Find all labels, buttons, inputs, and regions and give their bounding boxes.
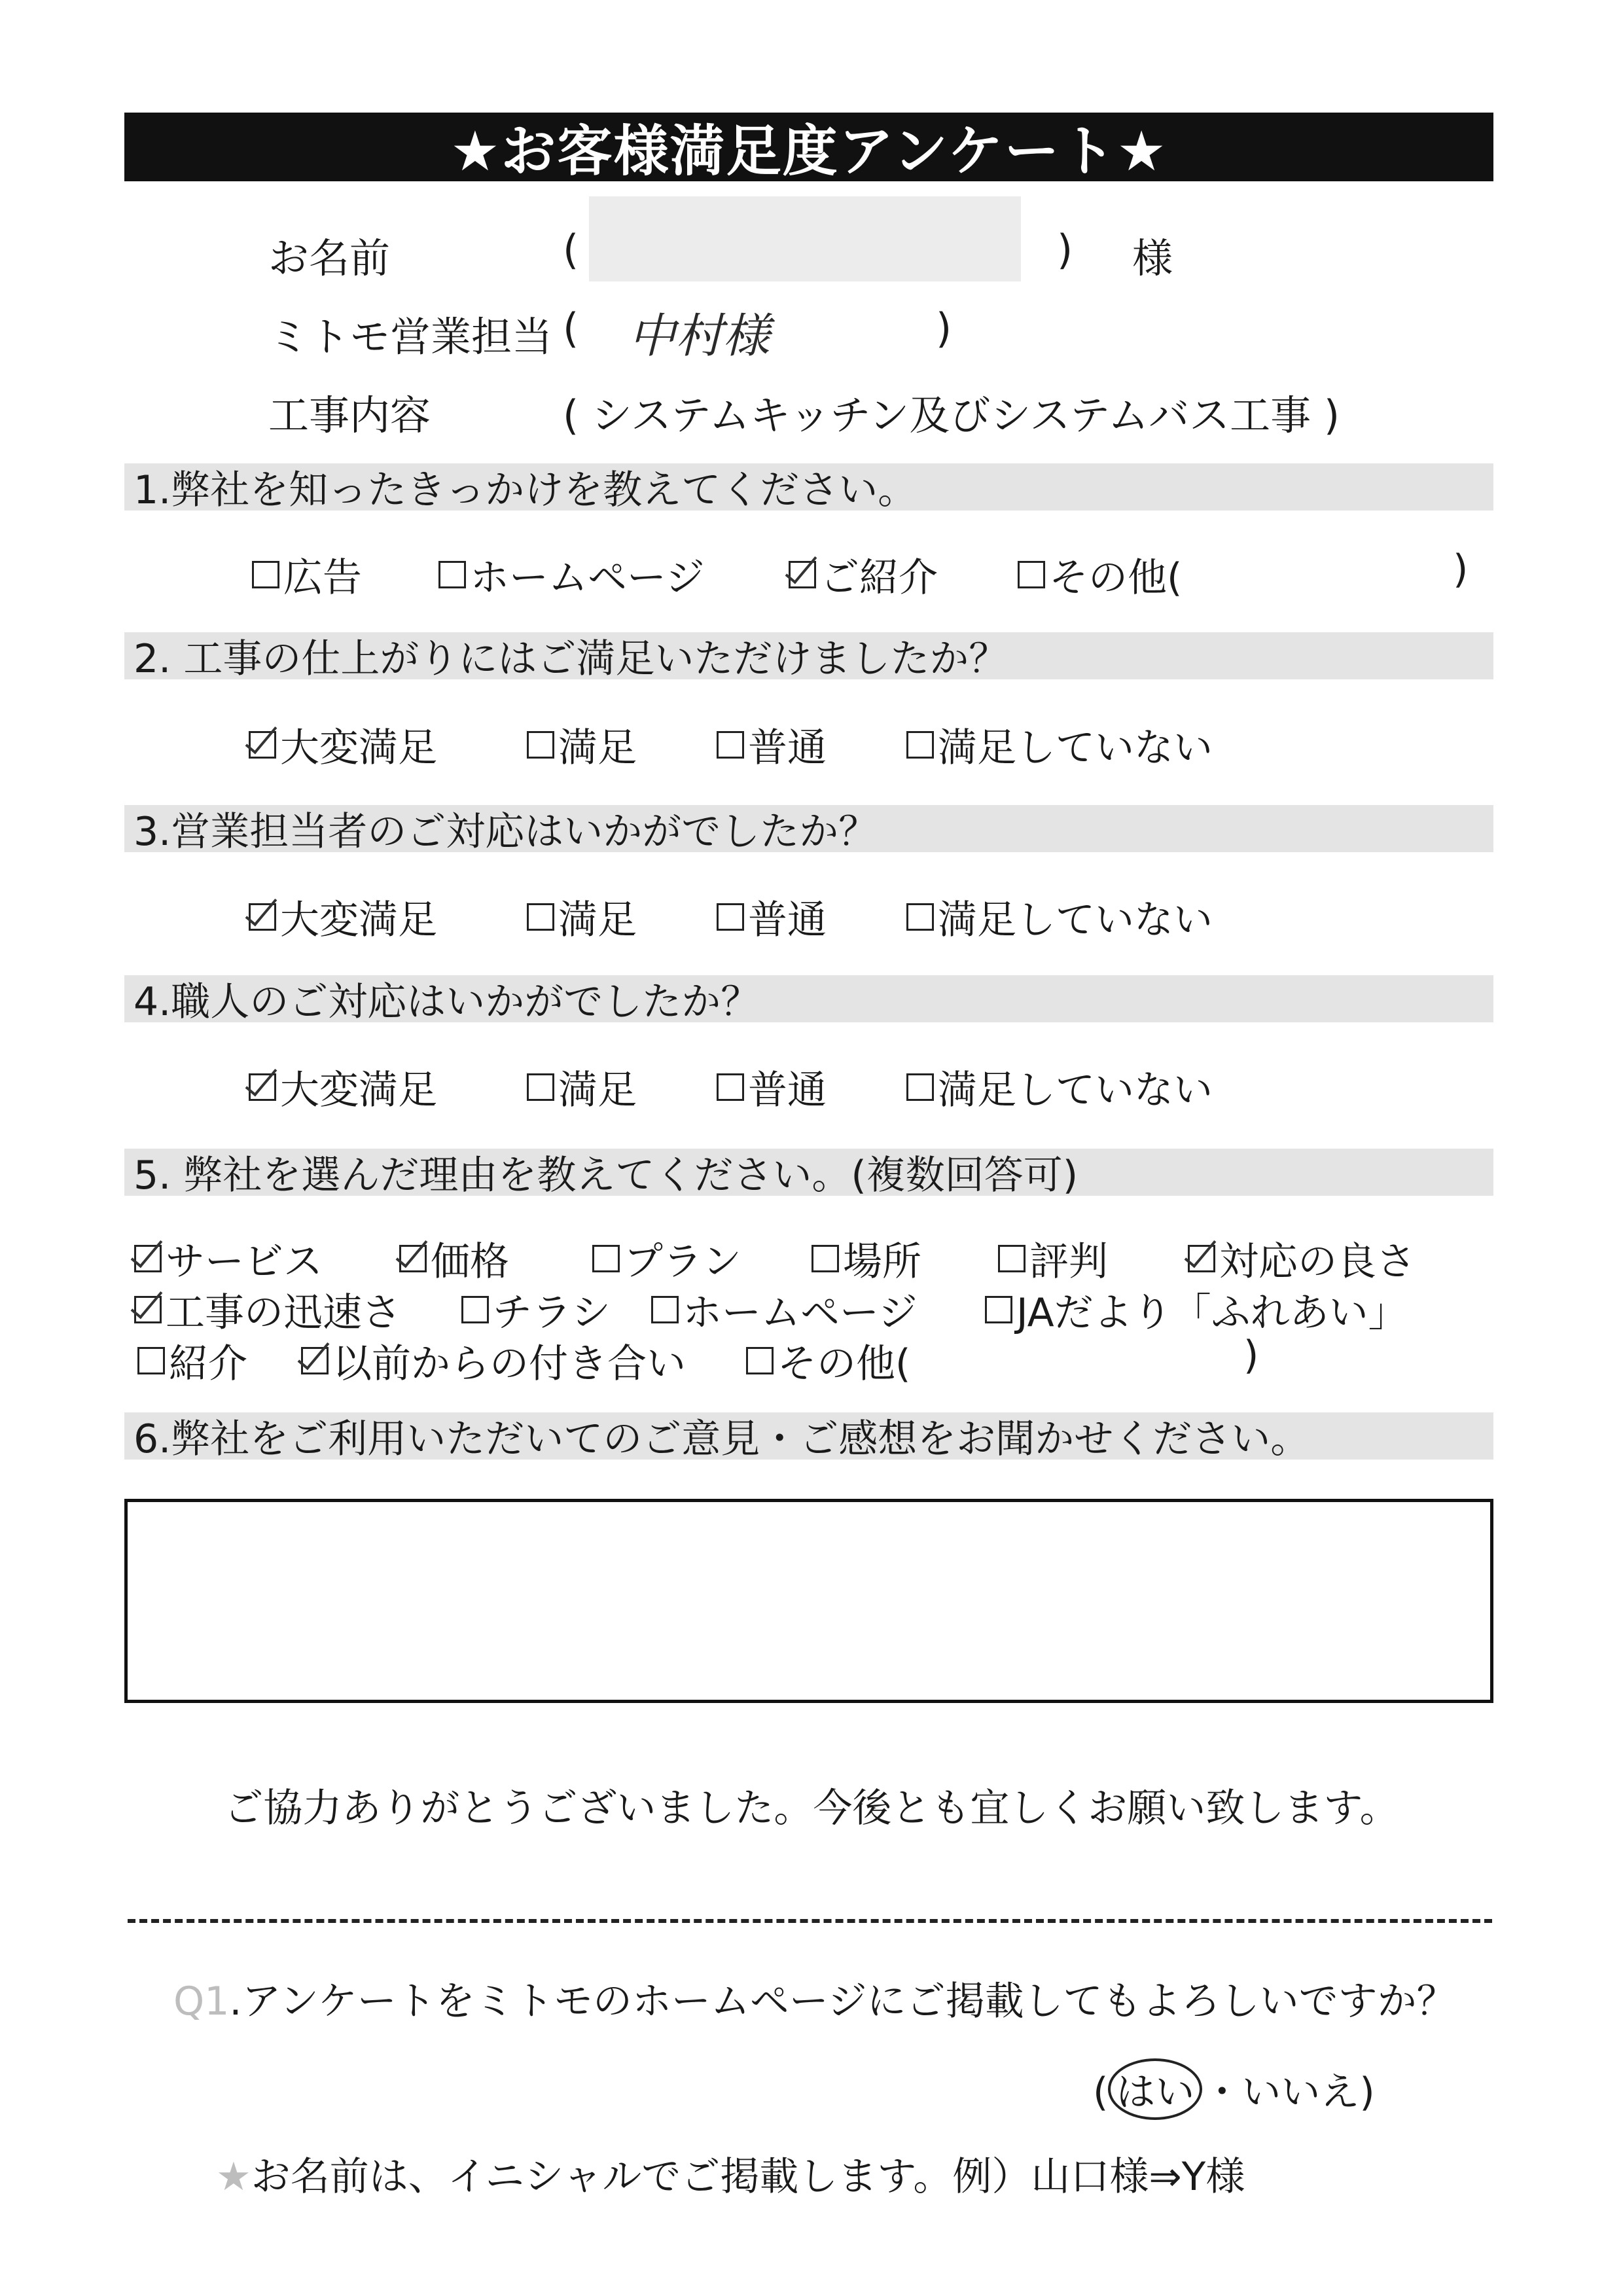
work-value: ( システムキッチン及びシステムバス工事 ) <box>563 391 1340 439</box>
q3-option-2[interactable]: 満足 <box>527 889 637 945</box>
checkbox-icon[interactable] <box>746 1347 774 1374</box>
checkbox-icon[interactable] <box>717 731 744 759</box>
q4-option-4[interactable]: 満足していない <box>906 1059 1213 1115</box>
q4-option-3[interactable]: 普通 <box>717 1059 827 1115</box>
q2-option-2[interactable]: 満足 <box>527 717 637 773</box>
staff-value-handwritten: 中村様 <box>628 308 770 363</box>
checkbox-icon[interactable] <box>906 1073 934 1101</box>
q3-option-4[interactable]: 満足していない <box>906 889 1213 945</box>
checked-checkbox-icon[interactable] <box>134 1296 162 1323</box>
name-close-paren: ) <box>1057 226 1073 274</box>
q3-option-1[interactable]: 大変満足 <box>249 889 437 945</box>
question-1: 1.弊社を知ったきっかけを教えてください。 <box>124 463 1493 511</box>
q1-options <box>0 547 1623 599</box>
star-icon: ★ <box>216 2154 251 2200</box>
question-3: 3.営業担当者のご対応はいかがでしたか？ <box>124 805 1493 852</box>
q3-option-3[interactable]: 普通 <box>717 889 827 945</box>
q4-option-2[interactable]: 満足 <box>527 1059 637 1115</box>
question-4: 4.職人のご対応はいかがでしたか？ <box>124 975 1493 1022</box>
q2-option-1[interactable]: 大変満足 <box>249 717 437 773</box>
q5-option-location[interactable]: 場所 <box>812 1230 921 1287</box>
q5-options-row-2 <box>0 1282 1623 1334</box>
q5-options-row-3 <box>0 1333 1623 1385</box>
name-open-paren: ( <box>563 226 579 274</box>
q3-options <box>0 889 1623 941</box>
checked-checkbox-icon[interactable] <box>249 731 276 759</box>
checkbox-icon[interactable] <box>527 1073 554 1101</box>
q5-option-price[interactable]: 価格 <box>399 1230 509 1287</box>
q1-option-2[interactable]: ホームページ <box>438 547 705 603</box>
name-suffix: 様 <box>1132 234 1173 282</box>
name-label: お名前 <box>268 234 391 282</box>
q5-options-row-1 <box>0 1230 1623 1283</box>
q5-option-past-relationship[interactable]: 以前からの付き合い <box>301 1333 686 1389</box>
checkbox-icon[interactable] <box>906 903 934 931</box>
q5-option-other[interactable]: その他( <box>746 1333 910 1389</box>
publish-answer: ( はい ・いいえ) <box>1093 2058 1375 2120</box>
answer-no[interactable]: いいえ <box>1241 2070 1360 2115</box>
staff-label: ミトモ営業担当 <box>268 313 553 361</box>
q4-options <box>0 1059 1623 1111</box>
staff-close-paren: ) <box>936 304 952 352</box>
survey-title: ★お客様満足度アンケート★ <box>124 113 1493 181</box>
checkbox-icon[interactable] <box>812 1245 839 1272</box>
q5-option-reputation[interactable]: 評判 <box>998 1230 1108 1287</box>
q1-option-4[interactable]: その他( <box>1018 547 1182 603</box>
checkbox-icon[interactable] <box>252 561 279 588</box>
q1-option-3[interactable]: ご紹介 <box>789 547 938 603</box>
publish-question <box>173 1970 1456 2026</box>
initials-note <box>216 2145 1245 2202</box>
q1-option-1[interactable]: 広告 <box>252 547 362 603</box>
q2-options <box>0 717 1623 769</box>
publish-question-prefix: Q1 <box>173 1979 230 2024</box>
q5-option-plan[interactable]: プラン <box>592 1230 741 1287</box>
checkbox-icon[interactable] <box>985 1296 1012 1323</box>
q1-other-close: ) <box>1453 547 1469 592</box>
question-2: 2. 工事の仕上がりにはご満足いただけましたか？ <box>124 632 1493 679</box>
answer-yes-circled[interactable]: はい <box>1108 2058 1202 2120</box>
q5-other-close: ) <box>1243 1333 1259 1378</box>
checkbox-icon[interactable] <box>1018 561 1045 588</box>
q5-option-homepage[interactable]: ホームページ <box>651 1282 918 1338</box>
redacted-name-field <box>589 196 1021 281</box>
q5-option-response[interactable]: 対応の良さ <box>1188 1230 1416 1287</box>
checked-checkbox-icon[interactable] <box>789 561 816 588</box>
checked-checkbox-icon[interactable] <box>249 903 276 931</box>
q5-option-speed[interactable]: 工事の迅速さ <box>134 1282 401 1338</box>
checked-checkbox-icon[interactable] <box>399 1245 427 1272</box>
checkbox-icon[interactable] <box>592 1245 620 1272</box>
checkbox-icon[interactable] <box>527 903 554 931</box>
staff-open-paren: ( <box>563 304 579 352</box>
question-5: 5. 弊社を選んだ理由を教えてください。(複数回答可) <box>124 1149 1493 1196</box>
checked-checkbox-icon[interactable] <box>249 1073 276 1101</box>
checkbox-icon[interactable] <box>998 1245 1026 1272</box>
checkbox-icon[interactable] <box>906 731 934 759</box>
checkbox-icon[interactable] <box>527 731 554 759</box>
publish-question-text: .アンケートをミトモのホームページにご掲載してもよろしいですか？ <box>229 1979 1456 2024</box>
checkbox-icon[interactable] <box>717 1073 744 1101</box>
q2-option-3[interactable]: 普通 <box>717 717 827 773</box>
q2-option-4[interactable]: 満足していない <box>906 717 1213 773</box>
checkbox-icon[interactable] <box>717 903 744 931</box>
cut-line-divider <box>128 1919 1492 1923</box>
checked-checkbox-icon[interactable] <box>134 1245 162 1272</box>
checkbox-icon[interactable] <box>438 561 466 588</box>
q4-option-1[interactable]: 大変満足 <box>249 1059 437 1115</box>
q5-option-service[interactable]: サービス <box>134 1230 323 1287</box>
comment-textarea[interactable] <box>124 1499 1493 1703</box>
thanks-message: ご協力ありがとうございました。今後とも宜しくお願い致します。 <box>224 1785 1399 1831</box>
q5-option-flyer[interactable]: チラシ <box>461 1282 611 1338</box>
checked-checkbox-icon[interactable] <box>1188 1245 1215 1272</box>
q5-option-ja-newsletter[interactable]: JAだより「ふれあい」 <box>985 1282 1408 1338</box>
question-6: 6.弊社をご利用いただいてのご意見・ご感想をお聞かせください。 <box>124 1412 1493 1460</box>
checkbox-icon[interactable] <box>137 1347 165 1374</box>
work-label: 工事内容 <box>268 391 431 439</box>
checked-checkbox-icon[interactable] <box>301 1347 329 1374</box>
q5-option-referral[interactable]: 紹介 <box>137 1333 247 1389</box>
initials-note-text: お名前は、イニシャルでご掲載します。例）山口様⇒Y様 <box>251 2154 1245 2200</box>
checkbox-icon[interactable] <box>651 1296 679 1323</box>
checkbox-icon[interactable] <box>461 1296 489 1323</box>
